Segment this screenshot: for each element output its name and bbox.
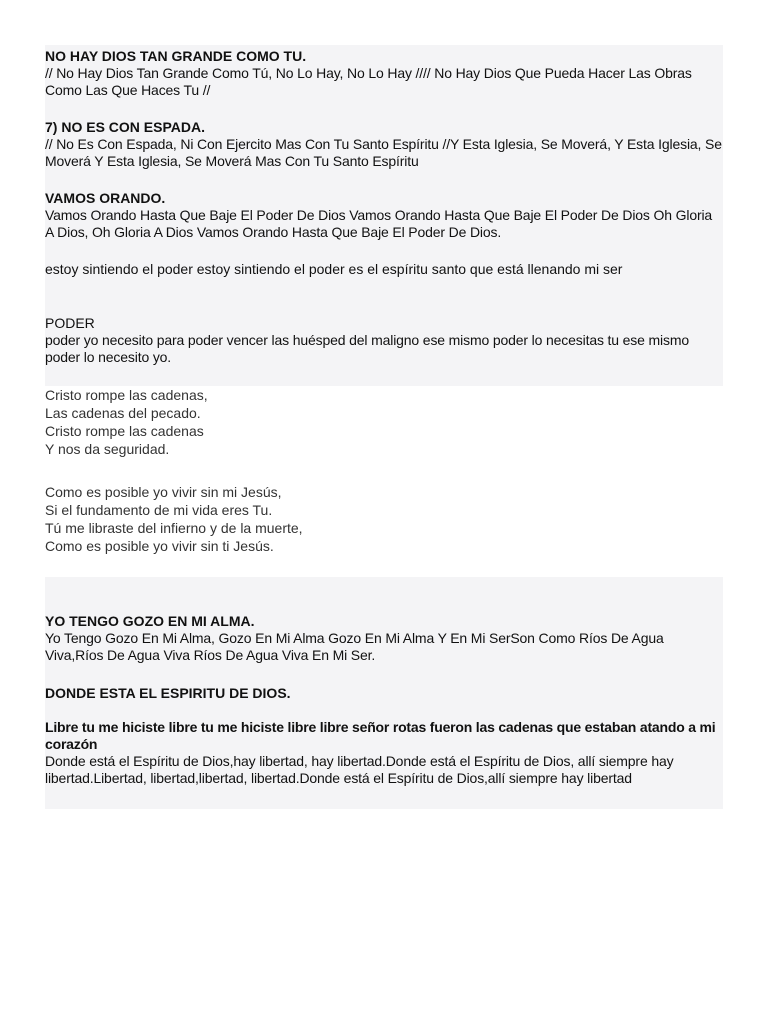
- song-title: PODER: [45, 315, 95, 331]
- lyric-line: Como es posible yo vivir sin ti Jesús.: [45, 538, 274, 554]
- lyric-line: Tú me libraste del infierno y de la muerte,: [45, 520, 303, 536]
- song-title: VAMOS ORANDO.: [45, 190, 166, 206]
- song-lyrics: Yo Tengo Gozo En Mi Alma, Gozo En Mi Alma Gozo En Mi Alma Y En Mi SerSon Como Ríos De Agua Viva,Ríos De Agua Viva Ríos De Agua Viva En Mi Ser.: [45, 630, 664, 663]
- song-donde-esta: [45, 685, 723, 787]
- lyric-line: Las cadenas del pecado.: [45, 405, 201, 421]
- song-no-es-con-espada: [45, 119, 723, 170]
- song-yo-tengo-gozo: [45, 613, 723, 664]
- song-title: NO HAY DIOS TAN GRANDE COMO TU.: [45, 48, 307, 64]
- song-poder: [45, 315, 723, 366]
- lyric-line: Si el fundamento de mi vida eres Tu.: [45, 502, 273, 518]
- song-cristo-rompe: [45, 386, 723, 458]
- song-chorus-bold: Libre tu me hiciste libre tu me hiciste libre libre señor rotas fueron las cadenas que estaban atando a mi corazón: [45, 719, 716, 752]
- song-lyrics: // No Es Con Espada, Ni Con Ejercito Mas Con Tu Santo Espíritu //Y Esta Iglesia, Se Moverá, Y Esta Iglesia, Se Moverá Y Esta Iglesia, Se Moverá Mas Con Tu Santo Espíritu: [45, 136, 722, 169]
- song-como-es-posible: [45, 483, 723, 555]
- song-estoy-sintiendo: [45, 261, 723, 278]
- song-lyrics: estoy sintiendo el poder estoy sintiendo el poder es el espíritu santo que está llenando mi ser: [45, 261, 623, 277]
- song-lyrics: poder yo necesito para poder vencer las huésped del maligno ese mismo poder lo necesitas tu ese mismo poder lo necesito yo.: [45, 332, 689, 365]
- lyric-line: Cristo rompe las cadenas: [45, 423, 204, 439]
- lyrics-panel-bottom: [45, 577, 723, 809]
- song-lyrics: Vamos Orando Hasta Que Baje El Poder De Dios Vamos Orando Hasta Que Baje El Poder De Dios Oh Gloria A Dios, Oh Gloria A Dios Vamos Orando Hasta Que Baje El Poder De Dios.: [45, 207, 713, 240]
- song-title: YO TENGO GOZO EN MI ALMA.: [45, 613, 255, 629]
- song-no-hay-dios: [45, 48, 723, 99]
- lyrics-panel-top: [45, 45, 723, 386]
- song-title: 7) NO ES CON ESPADA.: [45, 119, 205, 135]
- lyric-line: Y nos da seguridad.: [45, 441, 170, 457]
- song-lyrics: Donde está el Espíritu de Dios,hay libertad, hay libertad.Donde está el Espíritu de Dios, allí siempre hay libertad.Libertad, libertad,libertad, libertad.Donde está el Espíritu de Dios,allí siempre hay libertad: [45, 753, 674, 786]
- lyric-line: Como es posible yo vivir sin mi Jesús,: [45, 484, 282, 500]
- document-page: [45, 45, 723, 786]
- song-title: DONDE ESTA EL ESPIRITU DE DIOS.: [45, 685, 291, 701]
- song-lyrics: // No Hay Dios Tan Grande Como Tú, No Lo Hay, No Lo Hay //// No Hay Dios Que Pueda Hacer Las Obras Como Las Que Haces Tu //: [45, 65, 692, 98]
- lyric-line: Cristo rompe las cadenas,: [45, 387, 208, 403]
- song-vamos-orando: [45, 190, 723, 241]
